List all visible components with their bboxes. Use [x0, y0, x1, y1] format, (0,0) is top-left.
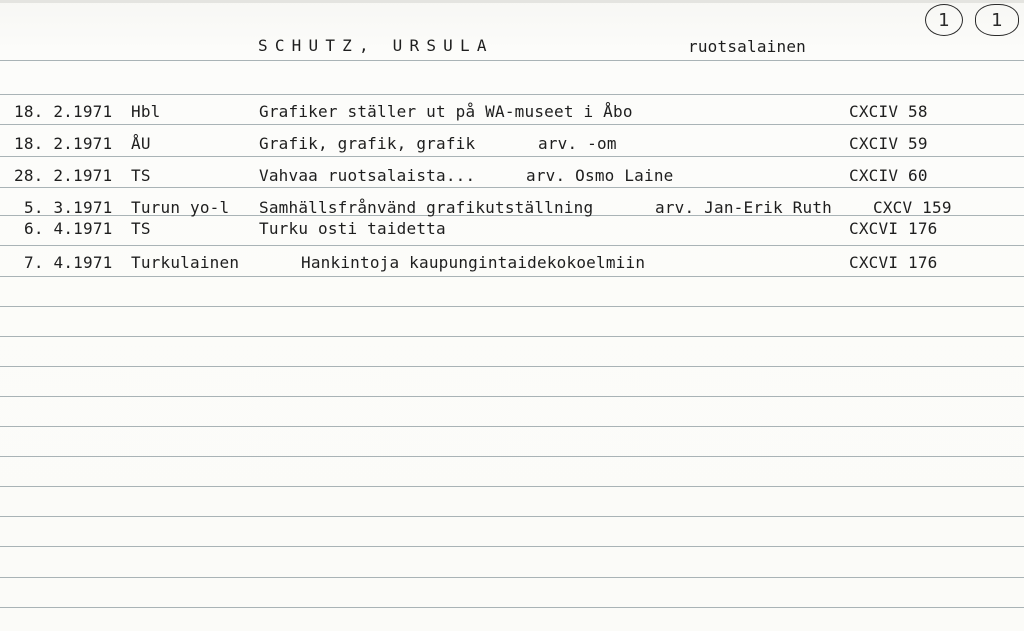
- rule-line: [0, 124, 1024, 125]
- rule-line: [0, 60, 1024, 61]
- rule-line: [0, 607, 1024, 608]
- entry-reference: CXCIV 59: [849, 134, 928, 153]
- rule-line: [0, 426, 1024, 427]
- entry-reference: CXCVI 176: [849, 219, 938, 238]
- entry-source: TS: [131, 166, 151, 185]
- rule-line: [0, 276, 1024, 277]
- entry-reference: CXCV 159: [873, 198, 952, 217]
- entry-title: Turku osti taidetta: [259, 219, 446, 238]
- entry-date: 18. 2.1971: [14, 134, 113, 153]
- entry-source: Turkulainen: [131, 253, 240, 272]
- artist-nationality: ruotsalainen: [688, 37, 806, 56]
- entry-reference: CXCVI 176: [849, 253, 938, 272]
- rule-line: [0, 577, 1024, 578]
- entry-title: Grafiker ställer ut på WA-museet i Åbo: [259, 102, 633, 121]
- entry-reviewer: arv. Jan-Erik Ruth: [655, 198, 832, 217]
- entry-reference: CXCIV 58: [849, 102, 928, 121]
- card-top-edge: [0, 0, 1024, 3]
- entry-source: Hbl: [131, 102, 161, 121]
- entry-source: TS: [131, 219, 151, 238]
- entry-reviewer: arv. Osmo Laine: [526, 166, 674, 185]
- rule-line: [0, 486, 1024, 487]
- entry-date: 18. 2.1971: [14, 102, 113, 121]
- entry-date: 6. 4.1971: [24, 219, 113, 238]
- entry-title: Samhällsfrånvänd grafikutställning: [259, 198, 594, 217]
- entry-title: Hankintoja kaupungintaidekokoelmiin: [301, 253, 646, 272]
- artist-name: SCHUTZ, URSULA: [258, 36, 494, 55]
- entry-source: ÅU: [131, 134, 151, 153]
- rule-line: [0, 456, 1024, 457]
- entry-date: 5. 3.1971: [24, 198, 113, 217]
- entry-date: 7. 4.1971: [24, 253, 113, 272]
- rule-line: [0, 245, 1024, 246]
- rule-line: [0, 366, 1024, 367]
- rule-line: [0, 336, 1024, 337]
- rule-line: [0, 306, 1024, 307]
- rule-line: [0, 396, 1024, 397]
- entry-title: Vahvaa ruotsalaista...: [259, 166, 476, 185]
- entry-title: Grafik, grafik, grafik: [259, 134, 476, 153]
- entry-reviewer: arv. -om: [538, 134, 617, 153]
- rule-line: [0, 156, 1024, 157]
- rule-line: [0, 94, 1024, 95]
- entry-reference: CXCIV 60: [849, 166, 928, 185]
- rule-line: [0, 546, 1024, 547]
- entry-date: 28. 2.1971: [14, 166, 113, 185]
- rule-line: [0, 187, 1024, 188]
- handwritten-number-stamp: 1: [925, 4, 963, 36]
- entry-source: Turun yo-l: [131, 198, 230, 217]
- rule-line: [0, 516, 1024, 517]
- handwritten-number-stamp: 1: [975, 4, 1019, 36]
